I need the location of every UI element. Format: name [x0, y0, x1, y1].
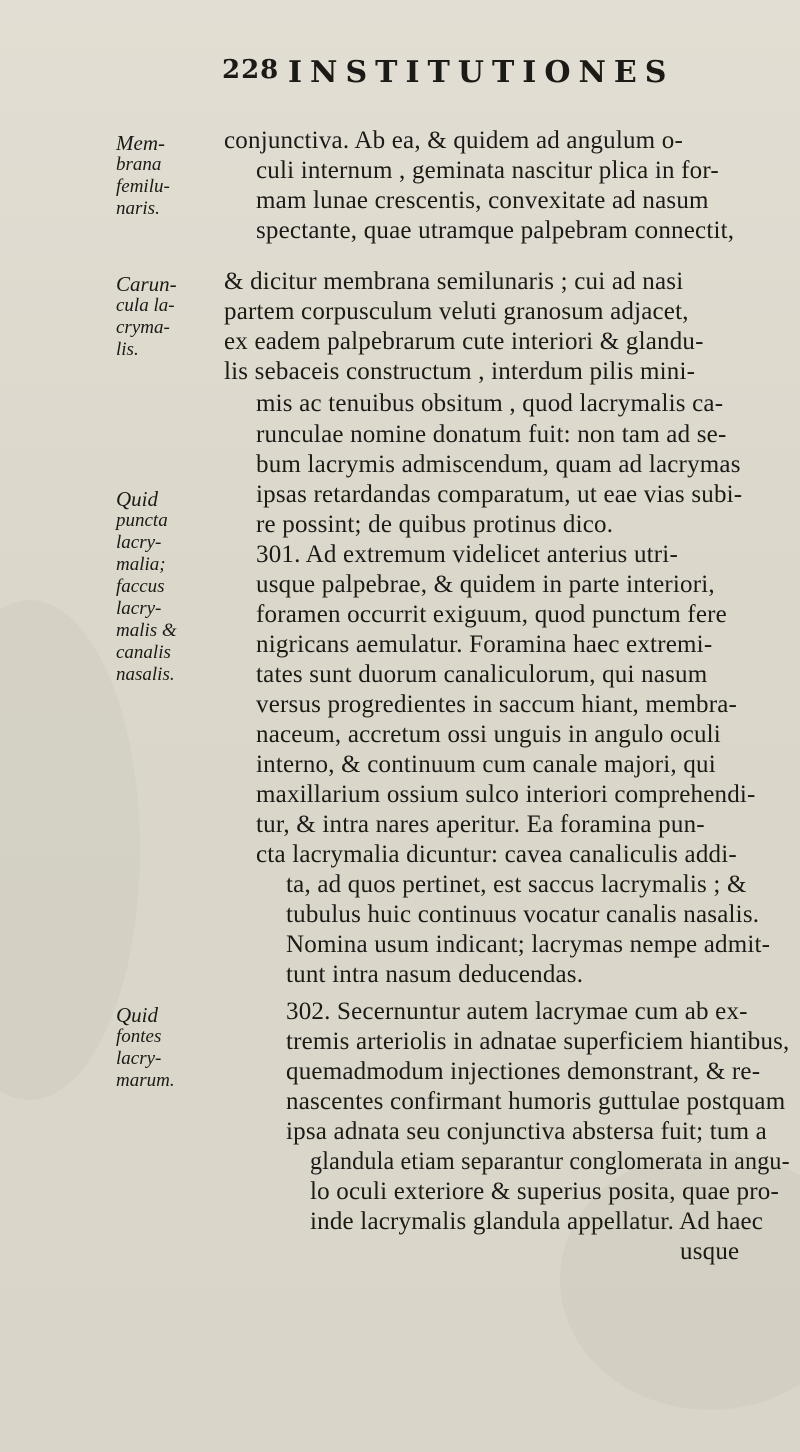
- text-line: Nomina usum indicant; lacrymas nempe admit-: [286, 931, 771, 958]
- text-line: tubulus huic continuus vocatur canalis nasalis.: [286, 901, 760, 928]
- page-number: 228: [222, 55, 280, 85]
- marginal-note: [116, 1004, 216, 1092]
- text-line: ipsa adnata seu conjunctiva abstersa fuit; tum a: [286, 1118, 767, 1145]
- text-line: foramen occurrit exiguum, quod punctum fere: [256, 601, 727, 628]
- catchword: usque: [680, 1238, 740, 1265]
- text-line: bum lacrymis admiscendum, quam ad lacrymas: [256, 451, 741, 478]
- marginal-line: lacry-: [116, 532, 162, 553]
- marginal-line: faccus: [116, 576, 165, 597]
- marginal-line: naris.: [116, 198, 160, 219]
- marginal-line: marum.: [116, 1070, 175, 1091]
- page-header: [0, 55, 800, 95]
- text-line: maxillarium ossium sulco interiori comprehendi-: [256, 781, 756, 808]
- text-line: nascentes confirmant humoris guttulae postquam: [286, 1088, 786, 1115]
- text-line: tates sunt duorum canaliculorum, qui nasum: [256, 661, 708, 688]
- text-line: re possint; de quibus protinus dico.: [256, 511, 614, 538]
- text-line: glandula etiam separantur conglomerata in angu-: [310, 1148, 790, 1175]
- marginal-line: brana: [116, 154, 162, 175]
- text-line: mam lunae crescentis, convexitate ad nasum: [256, 187, 709, 214]
- text-line: inde lacrymalis glandula appellatur. Ad haec: [310, 1208, 764, 1235]
- text-line: ipsas retardandas comparatum, ut eae vias subi-: [256, 481, 743, 508]
- text-line: culi internum , geminata nascitur plica in for-: [256, 157, 719, 184]
- text-line: quemadmodum injectiones demonstrant, & re-: [286, 1058, 761, 1085]
- text-line: partem corpusculum veluti granosum adjacet,: [224, 298, 689, 325]
- text-line: lis sebaceis constructum , interdum pilis mini-: [224, 358, 696, 385]
- marginal-note: [116, 273, 216, 361]
- marginal-line: cryma-: [116, 317, 170, 338]
- marginal-line: fontes: [116, 1026, 162, 1047]
- marginal-line: Mem-: [116, 131, 165, 155]
- marginal-line: Quid: [116, 1003, 158, 1027]
- marginal-line: lis.: [116, 339, 139, 360]
- text-line: conjunctiva. Ab ea, & quidem ad angulum o-: [224, 127, 683, 154]
- text-line: naceum, accretum ossi unguis in angulo oculi: [256, 721, 721, 748]
- text-line: tremis arteriolis in adnatae superficiem hiantibus,: [286, 1028, 790, 1055]
- marginal-line: malis &: [116, 620, 177, 641]
- marginal-line: lacry-: [116, 598, 162, 619]
- marginal-line: lacry-: [116, 1048, 162, 1069]
- text-line: ta, ad quos pertinet, est saccus lacrymalis ; &: [286, 871, 747, 898]
- text-line: nigricans aemulatur. Foramina haec extremi-: [256, 631, 713, 658]
- marginal-line: malia;: [116, 554, 166, 575]
- marginal-line: Carun-: [116, 272, 177, 296]
- text-line: tur, & intra nares aperitur. Ea foramina pun-: [256, 811, 705, 838]
- marginal-line: Quid: [116, 487, 158, 511]
- text-line: & dicitur membrana semilunaris ; cui ad nasi: [224, 268, 684, 295]
- running-title: INSTITUTIONES: [288, 55, 675, 90]
- text-line: lo oculi exteriore & superius posita, quae pro-: [310, 1178, 779, 1205]
- marginal-note: [116, 132, 216, 220]
- text-line: tunt intra nasum deducendas.: [286, 961, 584, 988]
- text-line: interno, & continuum cum canale majori, qui: [256, 751, 716, 778]
- text-line: mis ac tenuibus obsitum , quod lacrymalis ca-: [256, 390, 724, 417]
- text-line: 302. Secernuntur autem lacrymae cum ab ex-: [286, 998, 748, 1025]
- text-line: usque palpebrae, & quidem in parte interiori,: [256, 571, 715, 598]
- marginal-line: nasalis.: [116, 664, 175, 685]
- text-line: spectante, quae utramque palpebram connectit,: [256, 217, 735, 244]
- text-line: cta lacrymalia dicuntur: cavea canaliculis addi-: [256, 841, 737, 868]
- marginal-line: canalis: [116, 642, 171, 663]
- text-line: ex eadem palpebrarum cute interiori & glandu-: [224, 328, 704, 355]
- text-line: 301. Ad extremum videlicet anterius utri-: [256, 541, 678, 568]
- marginal-line: puncta: [116, 510, 168, 531]
- marginal-line: femilu-: [116, 176, 170, 197]
- marginal-note: [116, 488, 216, 686]
- marginal-line: cula la-: [116, 295, 175, 316]
- text-line: versus progredientes in saccum hiant, membra-: [256, 691, 738, 718]
- text-line: runculae nomine donatum fuit: non tam ad se-: [256, 421, 727, 448]
